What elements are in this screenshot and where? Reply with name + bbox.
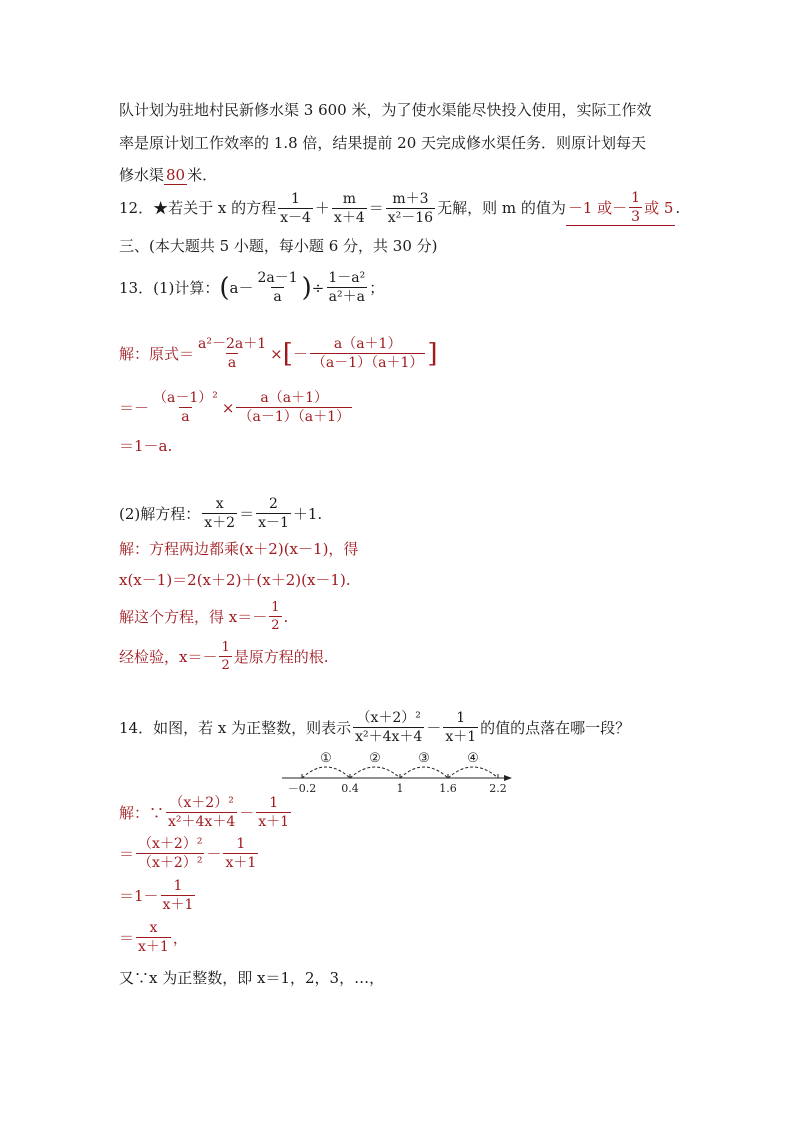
- equals-sign: ＝: [368, 199, 384, 217]
- question-14: [119, 710, 630, 745]
- q13-solution-step-3: ＝1－a.: [119, 437, 173, 455]
- frac-den: a: [227, 355, 237, 371]
- segment-arc: [448, 767, 498, 778]
- segment-arc: [302, 767, 350, 778]
- q13-end: ；: [369, 278, 385, 297]
- q14-s1-fraction-2: [256, 795, 291, 830]
- tick-label: 2.2: [489, 782, 507, 795]
- q14-fraction-2: [443, 710, 478, 745]
- times-sign: ×: [270, 344, 283, 363]
- frac-den: 3: [631, 209, 641, 225]
- tick-label: －0.2: [287, 782, 317, 795]
- minus-sign: －: [239, 803, 255, 822]
- q13-fraction-1: [255, 270, 299, 305]
- divide-sign: ÷: [311, 278, 325, 297]
- frac-den: x＋2: [204, 515, 236, 531]
- minus-sign: －: [426, 718, 442, 737]
- s2-fraction-1: [151, 390, 220, 425]
- frac-den: x²＋4x＋4: [355, 729, 423, 745]
- q13-solution-step-1: [119, 336, 438, 371]
- step-prefix: ＝: [119, 928, 135, 947]
- intro-line-1: 队计划为驻地村民新修水渠 3 600 米，为了使水渠能尽快投入使用，实际工作效: [119, 101, 652, 119]
- p2-end: ＋1.: [292, 504, 323, 523]
- frac-num: 1: [456, 710, 466, 726]
- q14-solution-step-4: [119, 920, 188, 955]
- p2-solution-step-1: 解：方程两边都乘(x＋2)(x－1)，得: [119, 540, 359, 558]
- frac-den: （a－1）（a＋1）: [238, 409, 350, 425]
- q14-s2-fraction-2: [223, 836, 258, 871]
- frac-den: （a－1）（a＋1）: [311, 355, 424, 371]
- q12-fraction-2: [332, 191, 367, 226]
- frac-num: a（a＋1）: [333, 336, 402, 352]
- frac-num: a²－2a＋1: [198, 336, 267, 352]
- q14-s4-fraction: [136, 920, 171, 955]
- s2-fraction-2: [236, 390, 352, 425]
- q14-solution-step-5: 又∵x 为正整数，即 x＝1，2，3，…，: [119, 969, 385, 987]
- q14-solution-step-1: [119, 795, 293, 830]
- axis-arrow-icon: [504, 775, 512, 781]
- frac-den: x＋1: [162, 897, 194, 913]
- q13-solution-step-2: [119, 390, 354, 425]
- p2-fraction-2: [256, 496, 291, 531]
- question-12: [119, 190, 680, 226]
- q14-s1-fraction-1: [166, 795, 237, 830]
- frac-num: x: [215, 496, 224, 512]
- step-prefix: ＝－: [119, 398, 150, 417]
- frac-num: m＋3: [392, 190, 429, 207]
- q14-s3-fraction: [161, 878, 196, 913]
- frac-num: （x＋2）²: [138, 836, 203, 852]
- frac-num: m: [342, 190, 356, 207]
- frac-num: 1: [271, 600, 280, 615]
- q13-fraction-2: [326, 270, 367, 305]
- frac-den: x－4: [280, 209, 311, 226]
- segment-label: ③: [418, 751, 430, 766]
- frac-num: （x＋2）²: [356, 710, 421, 726]
- frac-num: x: [149, 920, 158, 936]
- q12-answer-part-a: －1 或－: [567, 198, 628, 217]
- frac-den: a: [181, 409, 190, 425]
- tick-label: 1: [396, 782, 404, 795]
- frac-den: x－1: [258, 515, 289, 531]
- segment-arc: [400, 767, 448, 778]
- q12-answer-fraction: [629, 190, 642, 225]
- q12-label: 12．★若关于 x 的方程: [119, 199, 277, 217]
- frac-den: x＋1: [445, 729, 477, 745]
- intro-line-3: [119, 165, 217, 185]
- frac-num: 1－a²: [328, 270, 366, 286]
- step-prefix: ＝1－: [119, 886, 159, 905]
- q13-term-a: a－: [229, 278, 254, 297]
- q13-part-1: [119, 270, 384, 305]
- p2-solution-step-4: [119, 640, 329, 673]
- q14-s2-fraction-1: [136, 836, 204, 871]
- frac-den: a: [273, 289, 282, 305]
- q13-part-2-label: (2)解方程：: [119, 504, 201, 523]
- left-paren: (: [219, 272, 230, 303]
- number-line-figure: [280, 748, 520, 796]
- frac-num: 1: [291, 190, 300, 207]
- p2-fraction-1: [202, 496, 237, 531]
- frac-num: 1: [269, 795, 279, 811]
- step-end: ，: [172, 928, 188, 947]
- q14-solution-step-3: [119, 878, 197, 913]
- frac-den: x＋1: [258, 814, 290, 830]
- section-3-header: 三、(本大题共 5 小题，每小题 6 分，共 30 分): [119, 237, 438, 255]
- plus-sign: ＋: [314, 199, 330, 217]
- frac-den: x＋1: [225, 855, 257, 871]
- segment-label: ①: [320, 751, 332, 766]
- q12-answer: [566, 190, 676, 226]
- step-text: 经检验，x＝－: [119, 647, 218, 666]
- q14-end: 的值的点落在哪一段？: [480, 718, 631, 737]
- segment-label: ④: [467, 751, 479, 766]
- q13-part-2: [119, 496, 322, 531]
- frac-num: 1: [173, 878, 183, 894]
- intro-line-2: 率是原计划工作效率的 1.8 倍，结果提前 20 天完成修水渠任务．则原计划每天: [119, 134, 647, 152]
- segment-arc: [350, 767, 400, 778]
- s1-fraction-2: [310, 336, 426, 371]
- frac-den: x²＋4x＋4: [168, 814, 236, 830]
- frac-num: （a－1）²: [153, 390, 218, 406]
- frac-den: x＋1: [138, 939, 169, 955]
- frac-num: 1: [221, 640, 230, 655]
- intro-line-3-post: 米．: [187, 166, 218, 184]
- frac-num: 2a－1: [257, 270, 298, 286]
- q14-fraction-1: [353, 710, 424, 745]
- frac-den: x＋4: [333, 209, 365, 226]
- p2-solution-step-3: [119, 600, 288, 633]
- minus-sign: －: [206, 844, 222, 863]
- q13-label: 13．(1)计算：: [119, 278, 220, 297]
- step-end: 是原方程的根.: [233, 647, 329, 666]
- q12-middle-text: 无解，则 m 的值为: [437, 199, 566, 217]
- q12-fraction-3: [386, 191, 435, 226]
- frac-num: a（a＋1）: [260, 390, 329, 406]
- q12-end: .: [675, 199, 681, 217]
- q14-label: 14．如图，若 x 为正整数，则表示: [119, 718, 352, 737]
- answer-80: 80: [166, 166, 186, 184]
- frac-den: a²＋a: [328, 289, 365, 305]
- right-paren: ): [301, 272, 312, 303]
- right-bracket: ]: [427, 338, 438, 369]
- q12-fraction-1: [278, 191, 313, 226]
- frac-num: 1: [236, 836, 246, 852]
- left-bracket: [: [282, 338, 293, 369]
- frac-den: x²－16: [387, 209, 434, 226]
- q12-answer-part-b: 或 5: [644, 198, 674, 217]
- s1-fraction-1: [196, 336, 268, 371]
- equals-sign: ＝: [239, 504, 255, 523]
- frac-num: 2: [269, 496, 278, 512]
- frac-den: 2: [271, 618, 280, 633]
- p2-s3-fraction: [269, 600, 281, 633]
- times-sign: ×: [221, 398, 235, 417]
- p2-s4-fraction: [219, 640, 231, 673]
- tick-label: 0.4: [341, 782, 359, 795]
- step-prefix: ＝: [119, 844, 135, 863]
- step-text: 解这个方程，得 x＝－: [119, 607, 268, 626]
- step-end: .: [283, 607, 289, 626]
- solution-prefix: 解：原式＝: [119, 344, 195, 363]
- intro-line-3-pre: 修水渠: [119, 166, 165, 184]
- segment-label: ②: [369, 751, 381, 766]
- p2-solution-step-2: x(x－1)＝2(x＋2)＋(x＋2)(x－1).: [119, 571, 351, 589]
- frac-num: （x＋2）²: [169, 795, 234, 811]
- tick-label: 1.6: [439, 782, 457, 795]
- step-prefix: 解：∵: [119, 803, 165, 822]
- frac-den: （x＋2）²: [138, 855, 203, 871]
- minus-sign: －: [292, 344, 308, 363]
- frac-den: 2: [221, 658, 230, 673]
- frac-num: 1: [631, 190, 641, 206]
- q14-solution-step-2: [119, 836, 260, 871]
